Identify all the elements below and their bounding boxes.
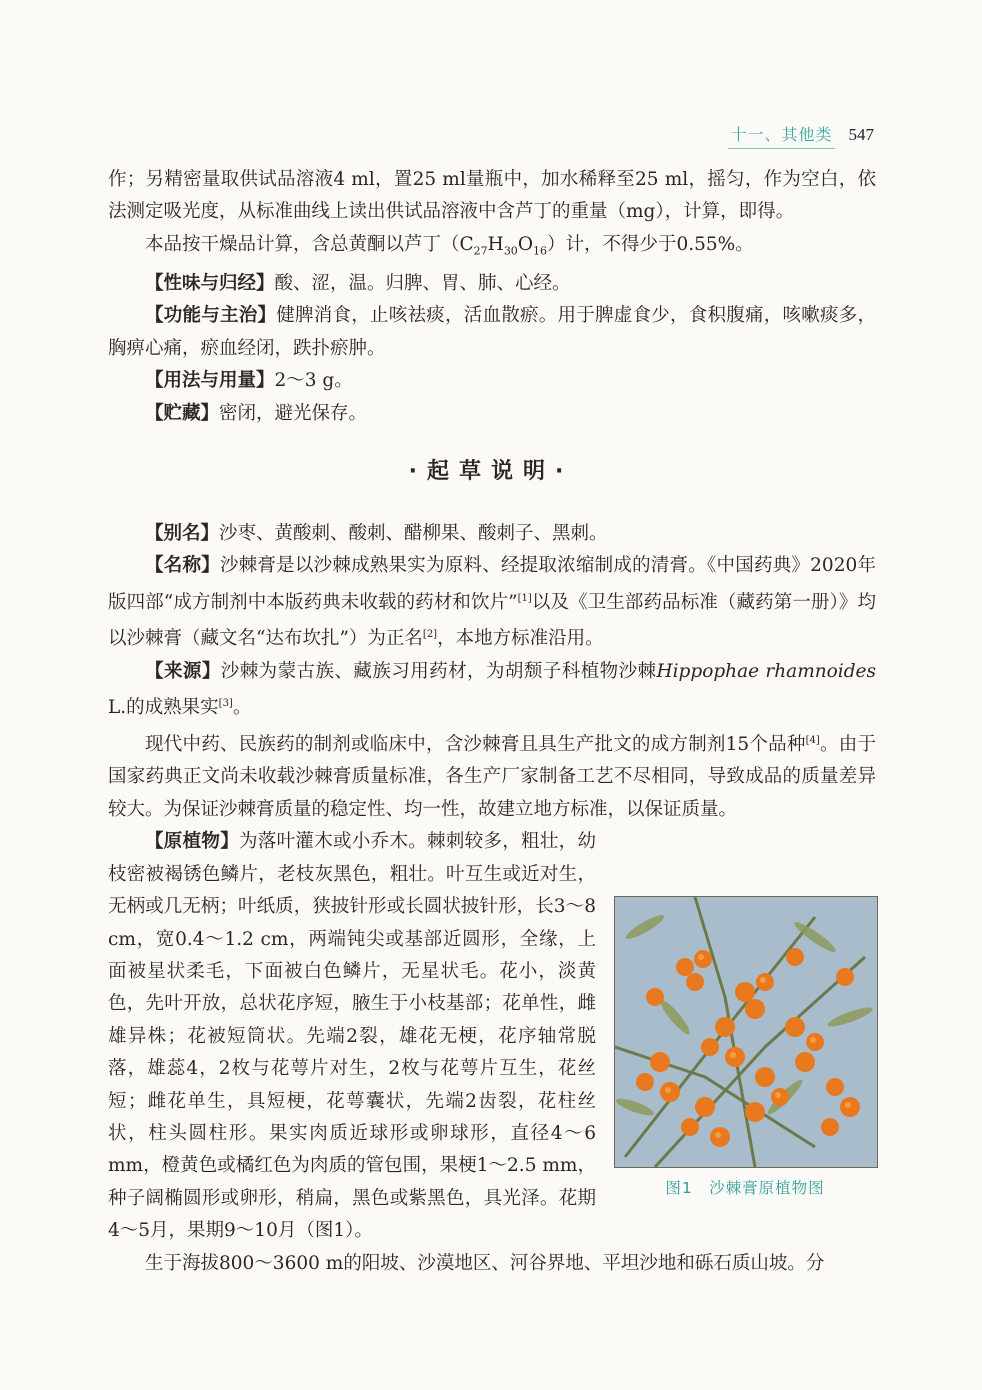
figure-caption: 图1 沙棘膏原植物图 bbox=[665, 1179, 825, 1198]
alias-paragraph: 【别名】沙枣、黄酸刺、酸刺、醋柳果、酸刺子、黑刺。 bbox=[145, 523, 608, 544]
sea-buckthorn-photo bbox=[614, 896, 878, 1168]
figure-1 bbox=[614, 896, 876, 1198]
storage-paragraph: 【贮藏】密闭，避光保存。 bbox=[145, 402, 368, 424]
habitat-paragraph: 生于海拔800～3600 m的阳坡、沙漠地区、河谷界地、平坦沙地和砾石质山坡。分 bbox=[145, 1252, 825, 1274]
usage-label: 【用法与用量】 bbox=[145, 370, 275, 392]
section-tag: 十一、其他类 bbox=[728, 122, 834, 149]
storage-label: 【贮藏】 bbox=[145, 402, 220, 424]
modern-use-paragraph: 现代中药、民族药的制剂或临床中，含沙棘膏且具生产批文的成方制剂15个品种[4]。由于国家药典正文尚未收载沙棘膏质量标准，各生产厂家制备工艺不尽相同，导致成品的质量差异较大。为保证沙棘膏质量的稳定性、均一性，故建立地方标准，以保证质量。 bbox=[108, 734, 876, 820]
usage-paragraph: 【用法与用量】2～3 g。 bbox=[145, 370, 353, 392]
monograph-end-block bbox=[108, 164, 876, 430]
citation-4: [4] bbox=[805, 734, 820, 746]
page-number: 547 bbox=[848, 125, 874, 144]
function-label: 【功能与主治】 bbox=[145, 305, 277, 327]
function-paragraph: 【功能与主治】健脾消食，止咳祛痰，活血散瘀。用于脾虚食少，食积腹痛，咳嗽痰多，胸痹心痛，瘀血经闭，跌扑瘀肿。 bbox=[108, 305, 876, 359]
running-head bbox=[728, 122, 874, 149]
section-title: ·起草说明· bbox=[408, 459, 574, 484]
taste-meridian-paragraph: 【性味与归经】酸、涩，温。归脾、胃、肺、心经。 bbox=[145, 272, 571, 294]
citation-2: [2] bbox=[422, 629, 438, 641]
name-paragraph: 【名称】沙棘膏是以沙棘成熟果实为原料、经提取浓缩制成的清膏。《中国药典》2020年版四部“成方制剂中本版药典未收载的药材和饮片”[1]以及《卫生部药品标准（藏药第一册）》均以沙棘膏（藏文名“达布坎扎”）为正名[2]，本地方标准沿用。 bbox=[108, 555, 876, 650]
content-limit-paragraph: 本品按干燥品计算，含总黄酮以芦丁$(C_{27}H_{30}O_{16})$计，不得少于0.55%。 bbox=[145, 233, 754, 258]
source-label: 【来源】 bbox=[145, 660, 221, 682]
drafting-notes-block bbox=[108, 518, 876, 1280]
name-label: 【名称】 bbox=[145, 555, 220, 577]
alias-label: 【别名】 bbox=[145, 523, 220, 544]
source-paragraph: 【来源】沙棘为蒙古族、藏族习用药材，为胡颓子科植物沙棘Hippophae rhamnoides L.的成熟果实[3]。 bbox=[108, 660, 876, 719]
plant-paragraph: 【原植物】为落叶灌木或小乔木。棘刺较多，粗壮，幼枝密被褐锈色鳞片，老枝灰黑色，粗壮。叶互生或近对生，无柄或几无柄；叶纸质，狭披针形或长圆状披针形，长3～8 cm，宽0.4～1.2 cm，两端钝尖或基部近圆形，全缘，上面被星状柔毛，下面被白色鳞片，无星状毛。花小，淡黄色，先叶开放，总状花序短，腋生于小枝基部；花单性，雌雄异株；花被短筒状。先端2裂，雄花无梗，花序轴常脱落，雄蕊4，2枚与花萼片对生，2枚与花萼片互生，花丝短；雌花单生，具短梗，花萼囊状，先端2齿裂，花柱丝状，柱头圆柱形。果实肉质近球形或卵球形，直径4～6 mm，橙黄色或橘红色为肉质的管包围，果梗1～2.5 mm，种子阔椭圆形或卵形，稍扁，黑色或紫黑色，具光泽。花期4～5月，果期9～10月（图1）。 bbox=[108, 831, 596, 1242]
assay-paragraph: 作；另精密量取供试品溶液4 ml，置25 ml量瓶中，加水稀释至25 ml，摇匀，作为空白，依法测定吸光度，从标准曲线上读出供试品溶液中含芦丁的重量（mg），计算，即得。 bbox=[108, 169, 876, 223]
taste-label: 【性味与归经】 bbox=[145, 272, 275, 294]
latin-name: Hippophae rhamnoides bbox=[656, 660, 876, 682]
citation-1: [1] bbox=[517, 592, 532, 604]
plant-label: 【原植物】 bbox=[145, 831, 240, 853]
citation-3: [3] bbox=[218, 698, 233, 710]
